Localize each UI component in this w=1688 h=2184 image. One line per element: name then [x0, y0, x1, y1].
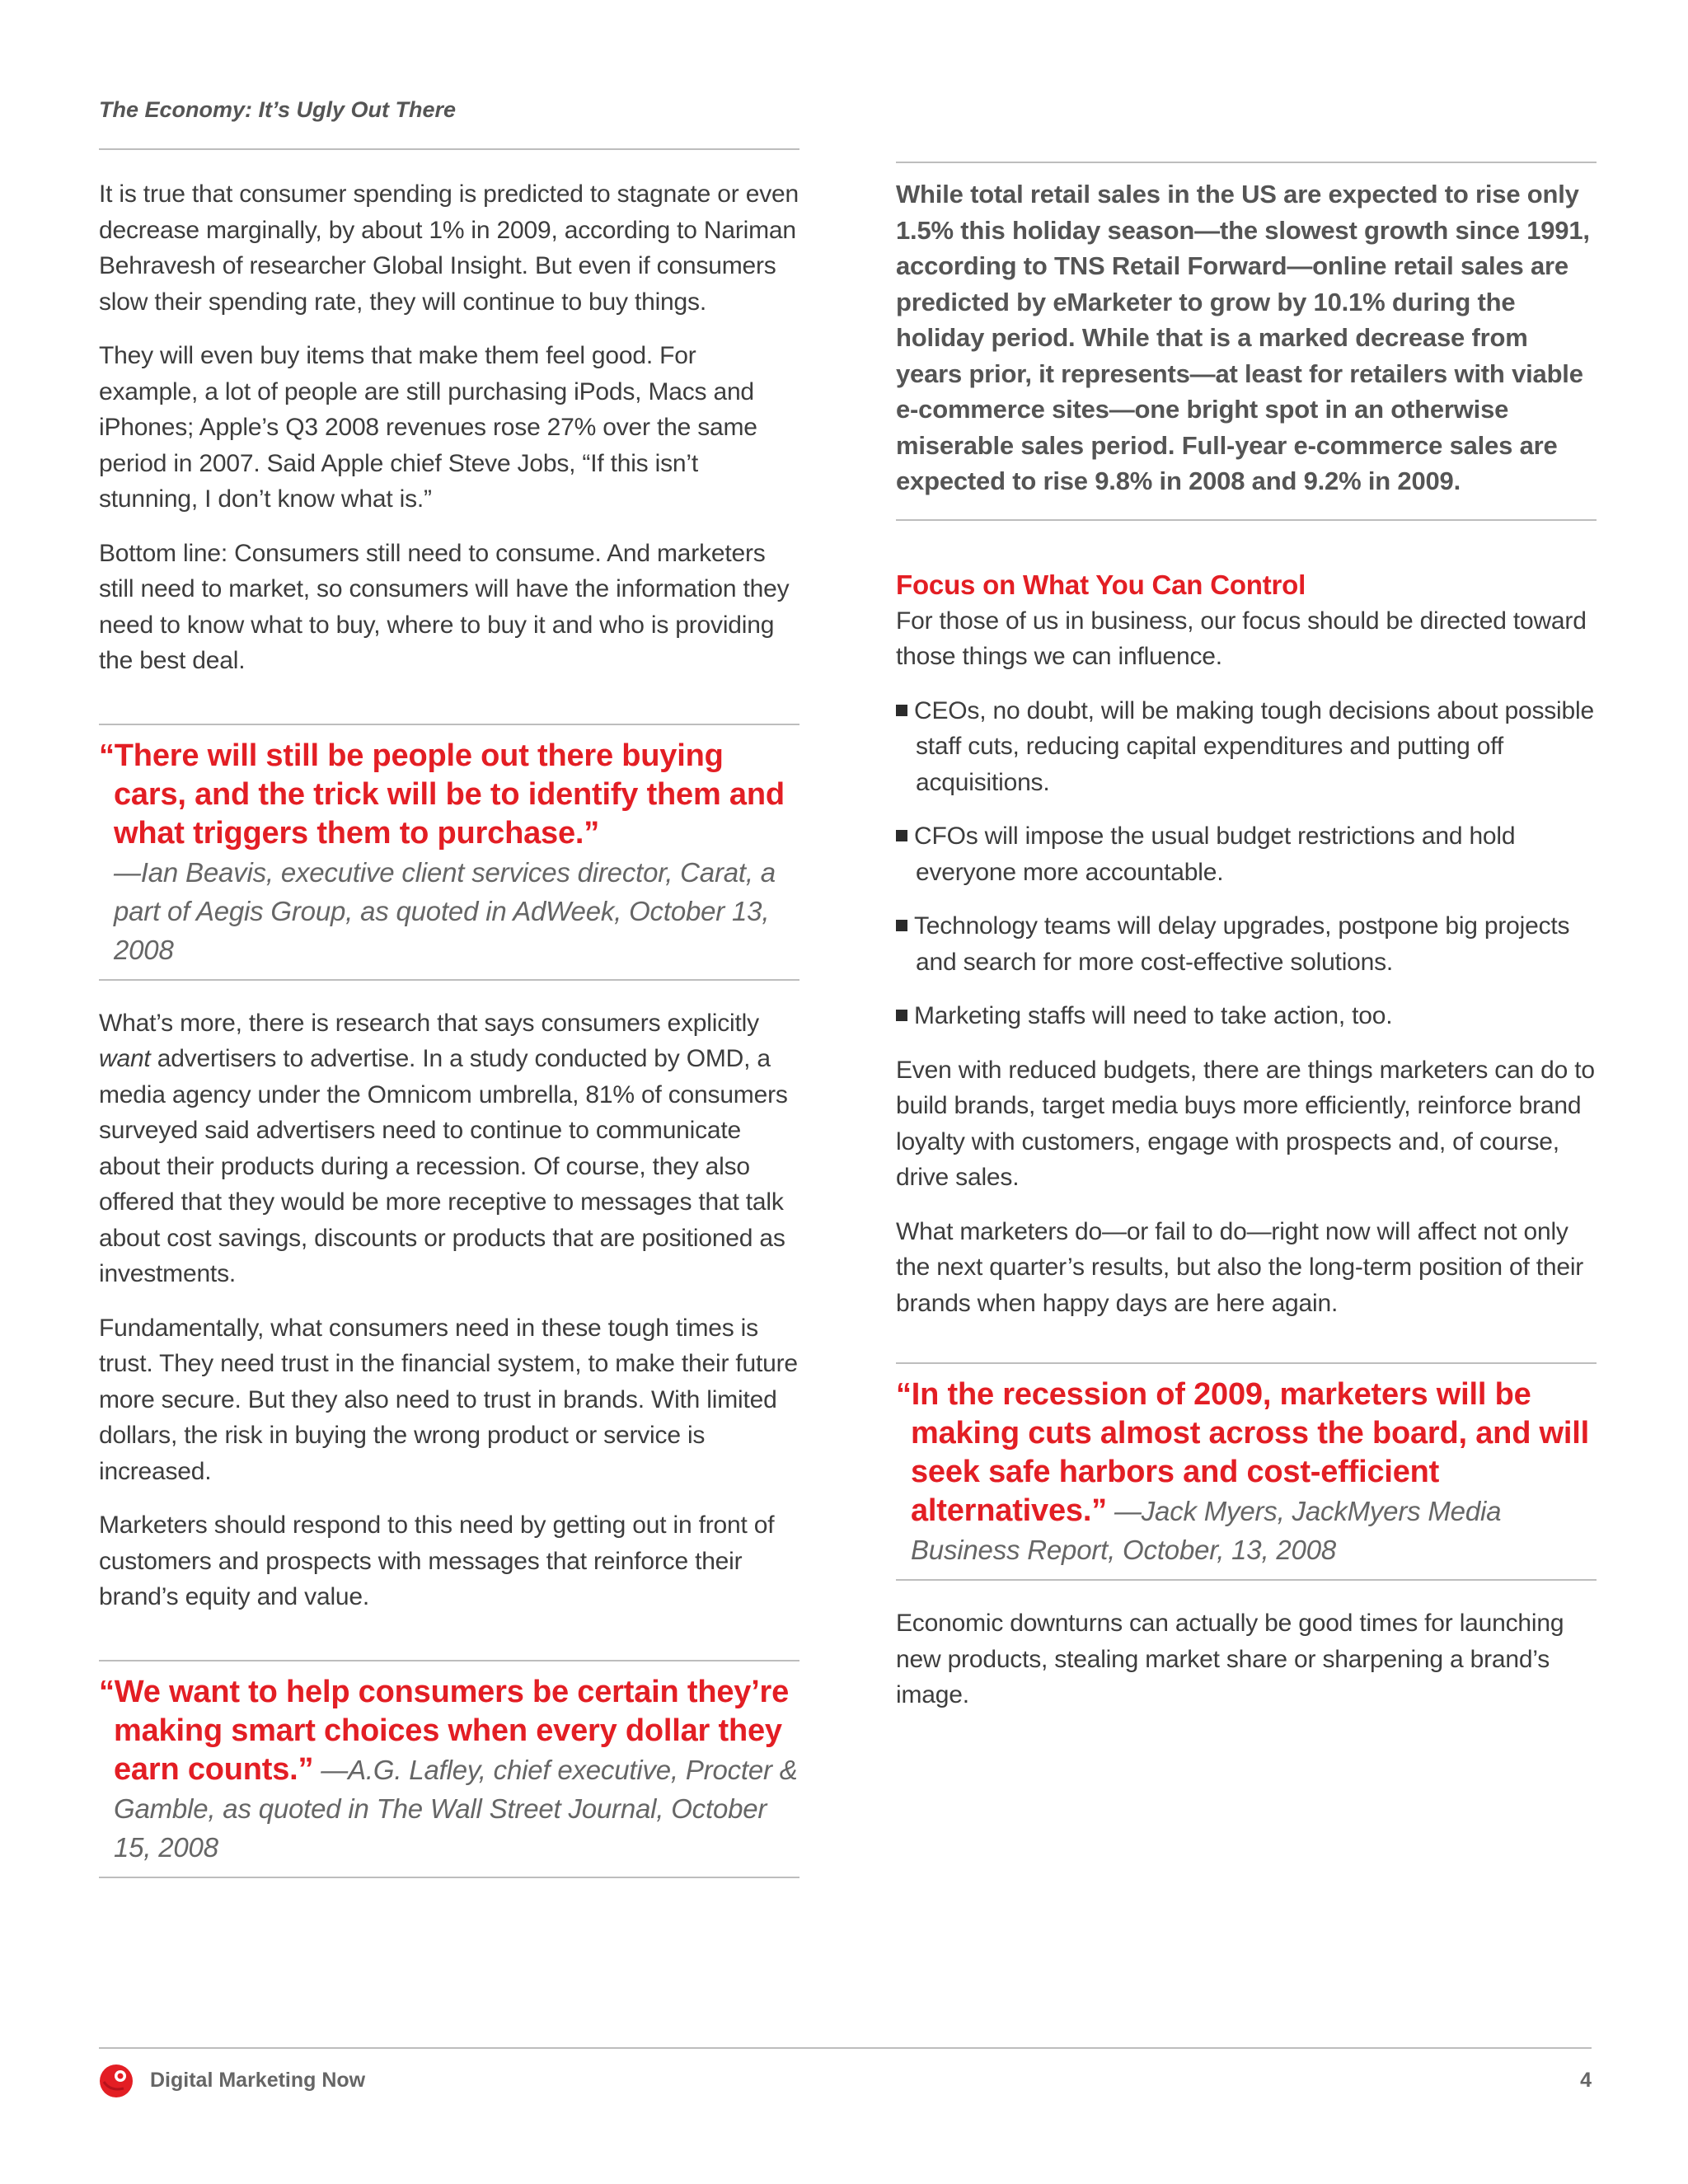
page-footer — [99, 2060, 1592, 2102]
quote2-bottom-rule — [99, 1877, 799, 1878]
pull-quote-2-text-block — [99, 1673, 799, 1867]
page-section-title: The Economy: It’s Ugly Out There — [99, 97, 457, 122]
bullet-ceos-text: CEOs, no doubt, will be making tough decisions about possible staff cuts, reducing capital expenditures and putting off acquisitions. — [914, 696, 1594, 796]
bullet-square-icon — [896, 830, 907, 841]
page-number: 4 — [1580, 2069, 1592, 2092]
pull-quote-1-text: “There will still be people out there buying cars, and the trick will be to identify them and what triggers them to purchase.” — [99, 738, 785, 851]
bullet-cfos — [896, 818, 1597, 890]
left-paragraph-4-emphasis: want — [99, 1045, 151, 1072]
section-heading: Focus on What You Can Control — [896, 569, 1306, 600]
quote1-bottom-rule — [99, 979, 799, 981]
left-paragraph-4-start: What’s more, there is research that says consumers explicitly — [99, 1009, 759, 1037]
pull-quote-3 — [896, 1376, 1597, 1569]
quote3-top-rule — [896, 1362, 1597, 1364]
bullet-marketing — [896, 998, 1597, 1034]
right-paragraph-3: Economic downturns can actually be good times for launching new products, stealing market share or sharpening a brand’s image. — [896, 1610, 1564, 1708]
pull-quote-3-text: “In the recession of 2009, marketers will be making cuts almost across the board, and will seek safe harbors and cost-efficient alternatives.” — [896, 1377, 1589, 1528]
right-paragraph-1: Even with reduced budgets, there are things marketers can do to build brands, target media buys more efficiently, reinforce brand loyalty with customers, engage with prospects and, of course, drive sales. — [896, 1056, 1595, 1191]
footer-publication: Digital Marketing Now — [150, 2069, 366, 2092]
pull-quote-3-text-block — [896, 1376, 1597, 1569]
left-paragraph-4 — [99, 1005, 799, 1292]
left-paragraph-1: It is true that consumer spending is predicted to stagnate or even decrease marginally, by about 1% in 2009, according to Nariman Behravesh of researcher Global Insight. But even if consumers slow their spending rate, they will continue to buy things. — [99, 180, 799, 316]
section-intro: For those of us in business, our focus should be directed toward those things we can influence. — [896, 607, 1587, 670]
pull-quote-1-attribution: —Ian Beavis, executive client services director, Carat, a part of Aegis Group, as quoted in AdWeek, October 13, 2008 — [114, 856, 776, 965]
bullet-technology — [896, 908, 1597, 980]
bullet-square-icon — [896, 1010, 907, 1021]
bullet-technology-text: Technology teams will delay upgrades, postpone big projects and search for more cost-effective solutions. — [914, 912, 1570, 976]
pull-quote-2-attribution: —A.G. Lafley, chief executive, Procter & Gamble, as quoted in The Wall Street Journal, October 15, 2008 — [114, 1754, 798, 1863]
pull-quote-2-text: “We want to help consumers be certain they’re making smart choices when every dollar they earn counts.” — [99, 1674, 790, 1787]
left-paragraph-5: Fundamentally, what consumers need in these tough times is trust. They need trust in the financial system, to make their future more secure. But they also need to trust in brands. With limited dollars, the risk in buying the wrong product or service is increased. — [99, 1314, 798, 1485]
quote2-top-rule — [99, 1660, 799, 1661]
header-rule — [99, 148, 799, 150]
left-column — [99, 176, 799, 1878]
right-column — [896, 176, 1597, 1732]
left-paragraph-2: They will even buy items that make them feel good. For example, a lot of people are still purchasing iPods, Macs and iPhones; Apple’s Q3 2008 revenues rose 27% over the same period in 2007. Said Apple chief Steve Jobs, “If this isn’t stunning, I don’t know what is.” — [99, 342, 757, 513]
quote1-top-rule — [99, 724, 799, 725]
left-paragraph-4-end: advertisers to advertise. In a study conducted by OMD, a media agency under the Omnicom umbrella, 81% of consumers surveyed said advertisers need to continue to communicate about their products during a recession. Of course, they also offered that they would be more receptive to messages that talk about cost savings, discounts or products that are positioned as investments. — [99, 1045, 788, 1287]
bullet-square-icon — [896, 920, 907, 931]
lead-paragraph: While total retail sales in the US are expected to rise only 1.5% this holiday season—the slowest growth since 1991, according to TNS Retail Forward—online retail sales are predicted by eMarketer to grow by 10.1% during the holiday period. While that is a marked decrease from years prior, it represents—at least for retailers with viable e-commerce sites—one bright spot in an otherwise miserable sales period. Full-year e-commerce sales are expected to rise 9.8% in 2008 and 9.2% in 2009. — [896, 180, 1590, 495]
left-paragraph-6: Marketers should respond to this need by getting out in front of customers and prospects with messages that reinforce their brand’s equity and value. — [99, 1511, 775, 1610]
bullet-ceos — [896, 693, 1597, 801]
pull-quote-1 — [99, 737, 799, 969]
right-top-rule — [896, 162, 1597, 163]
left-paragraph-3: Bottom line: Consumers still need to consume. And marketers still need to market, so consumers will have the information they need to know what to buy, where to buy it and who is providing the best deal. — [99, 539, 790, 674]
footer-rule — [99, 2047, 1592, 2049]
bullet-cfos-text: CFOs will impose the usual budget restrictions and hold everyone more accountable. — [914, 823, 1516, 886]
pull-quote-3-attribution: —Jack Myers, JackMyers Media Business Report, October, 13, 2008 — [911, 1496, 1502, 1565]
bullet-square-icon — [896, 705, 907, 716]
brand-logo-icon — [99, 2064, 134, 2098]
pull-quote-2 — [99, 1673, 799, 1867]
bullet-marketing-text: Marketing staffs will need to take action, too. — [914, 1002, 1393, 1029]
quote3-bottom-rule — [896, 1579, 1597, 1581]
right-paragraph-2: What marketers do—or fail to do—right now will affect not only the next quarter’s results, but also the long-term position of their brands when happy days are here again. — [896, 1217, 1584, 1317]
lead-bottom-rule — [896, 519, 1597, 521]
